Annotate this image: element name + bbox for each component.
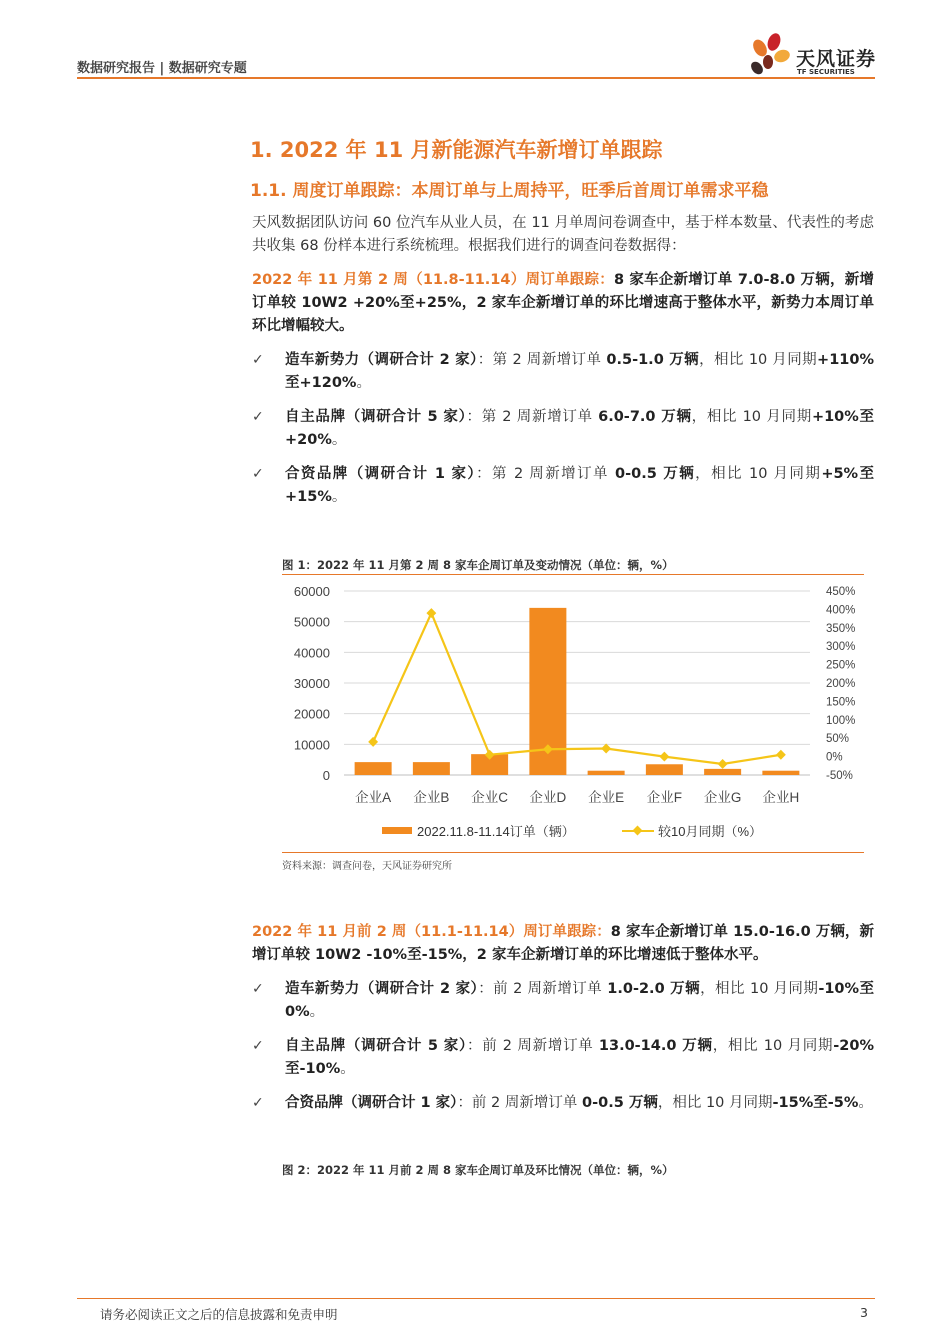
check-icon: ✓ — [252, 409, 264, 425]
x-tick-label: 企业E — [588, 790, 625, 805]
list-item: ✓ 造车新势力（调研合计 2 家）：前 2 周新增订单 1.0-2.0 万辆，相比 10 月同期-10%至 0%。 — [252, 978, 874, 1024]
page-number: 3 — [860, 1305, 868, 1320]
x-tick-label: 企业F — [646, 790, 682, 805]
report-category: 数据研究报告 | 数据研究专题 — [77, 61, 247, 76]
x-tick-label: 企业B — [413, 790, 450, 805]
y-right-tick-label: 200% — [826, 678, 856, 690]
y-left-tick-label: 60000 — [293, 584, 330, 599]
x-tick-label: 企业H — [762, 790, 800, 805]
line-point — [368, 737, 378, 747]
x-tick-label: 企业C — [471, 790, 508, 805]
header-divider — [77, 77, 875, 79]
logo-text-cn: 天风证券 — [796, 48, 877, 70]
legend-orders-label: 2022.11.8-11.14订单（辆） — [417, 824, 575, 839]
line-point — [776, 750, 786, 760]
bar — [588, 771, 625, 775]
x-tick-label: 企业D — [529, 790, 567, 805]
first2weeks-body: 8 家车企新增订单 15.0-16.0 万辆，新增订单较 10W2 -10%至-15%，2 家车企新增订单的环比增速低于整体水平。 — [252, 924, 874, 963]
y-right-tick-label: -50% — [826, 770, 853, 782]
line-point — [659, 752, 669, 762]
list-item: ✓ 自主品牌（调研合计 5 家）：前 2 周新增订单 13.0-14.0 万辆，相比 10 月同期-20%至-10%。 — [252, 1035, 874, 1081]
y-right-tick-label: 450% — [826, 586, 856, 598]
section-heading: 1. 2022 年 11 月新能源汽车新增订单跟踪 — [250, 138, 663, 162]
legend-bar-swatch — [382, 827, 412, 834]
line-point — [601, 744, 611, 754]
y-left-tick-label: 50000 — [293, 614, 330, 630]
list-item: ✓ 造车新势力（调研合计 2 家）：第 2 周新增订单 0.5-1.0 万辆，相比 10 月同期+110%至+120%。 — [252, 349, 874, 395]
check-icon: ✓ — [252, 466, 264, 482]
legend-yoy-label: 较10月同期（%） — [658, 824, 763, 839]
series-line — [373, 613, 781, 764]
y-right-tick-label: 400% — [826, 604, 856, 617]
bar — [413, 762, 450, 775]
y-right-tick-label: 100% — [826, 714, 856, 727]
logo-text-en: TF SECURITIES — [797, 68, 855, 76]
figure1-chart — [282, 576, 864, 850]
list-item: ✓ 自主品牌（调研合计 5 家）：第 2 周新增订单 6.0-7.0 万辆，相比 10 月同期+10%至+20%。 — [252, 406, 874, 452]
check-icon: ✓ — [252, 1038, 264, 1054]
y-right-tick-label: 250% — [826, 659, 856, 672]
bar — [646, 764, 683, 775]
bar — [762, 771, 799, 775]
check-icon: ✓ — [252, 1095, 264, 1111]
figure1-title: 图 1：2022 年 11 月第 2 周 8 家车企周订单及变动情况（单位：辆，%） — [282, 558, 674, 572]
legend-line-marker — [633, 826, 643, 836]
y-left-tick-label: 0 — [322, 768, 330, 783]
x-tick-label: 企业G — [703, 790, 742, 805]
bar — [355, 762, 392, 775]
check-icon: ✓ — [252, 981, 264, 997]
first2weeks-summary — [252, 921, 874, 967]
y-left-tick-label: 30000 — [293, 676, 330, 691]
x-tick-label: 企业A — [355, 790, 392, 805]
week2-lead: 2022 年 11 月第 2 周（11.8-11.14）周订单跟踪： — [252, 272, 614, 288]
y-right-tick-label: 300% — [826, 641, 856, 654]
line-point — [718, 759, 728, 769]
first2weeks-lead: 2022 年 11 月前 2 周（11.1-11.14）周订单跟踪： — [252, 924, 611, 940]
week2-summary — [252, 269, 874, 338]
figure1-source: 资料来源：调查问卷，天风证券研究所 — [282, 861, 452, 872]
y-left-tick-label: 10000 — [293, 737, 330, 753]
y-left-tick-label: 40000 — [293, 645, 330, 661]
y-right-tick-label: 350% — [826, 622, 856, 635]
week2-body: 8 家车企新增订单 7.0-8.0 万辆，新增订单较 10W2 +20%至+25%，2 家车企新增订单的环比增速高于整体水平，新势力本周订单环比增幅较大。 — [252, 272, 874, 334]
figure1-bottom-rule — [282, 852, 864, 853]
subsection-heading: 1.1. 周度订单跟踪：本周订单与上周持平，旺季后首周订单需求平稳 — [250, 181, 769, 201]
y-right-tick-label: 0% — [826, 751, 843, 764]
intro-paragraph: 天风数据团队访问 60 位汽车从业人员，在 11 月单周问卷调查中，基于样本数量、代表性的考虑共收集 68 份样本进行系统梳理。根据我们进行的调查问卷数据得： — [252, 215, 874, 254]
footer-disclaimer: 请务必阅读正文之后的信息披露和免责申明 — [100, 1307, 338, 1322]
line-point — [426, 608, 436, 618]
check-icon: ✓ — [252, 352, 264, 368]
bar — [704, 769, 741, 775]
list-item: ✓ 合资品牌（调研合计 1 家）：前 2 周新增订单 0-0.5 万辆，相比 10 月同期-15%至-5%。 — [252, 1092, 874, 1115]
y-right-tick-label: 50% — [826, 733, 850, 746]
list-item: ✓ 合资品牌（调研合计 1 家）：第 2 周新增订单 0-0.5 万辆，相比 10 月同期+5%至+15%。 — [252, 463, 874, 509]
figure2-title: 图 2：2022 年 11 月前 2 周 8 家车企周订单及环比情况（单位：辆，%） — [282, 1163, 674, 1177]
figure1-top-rule — [282, 574, 864, 575]
footer-divider — [77, 1298, 875, 1299]
y-right-tick-label: 150% — [826, 696, 856, 709]
y-left-tick-label: 20000 — [293, 706, 330, 722]
